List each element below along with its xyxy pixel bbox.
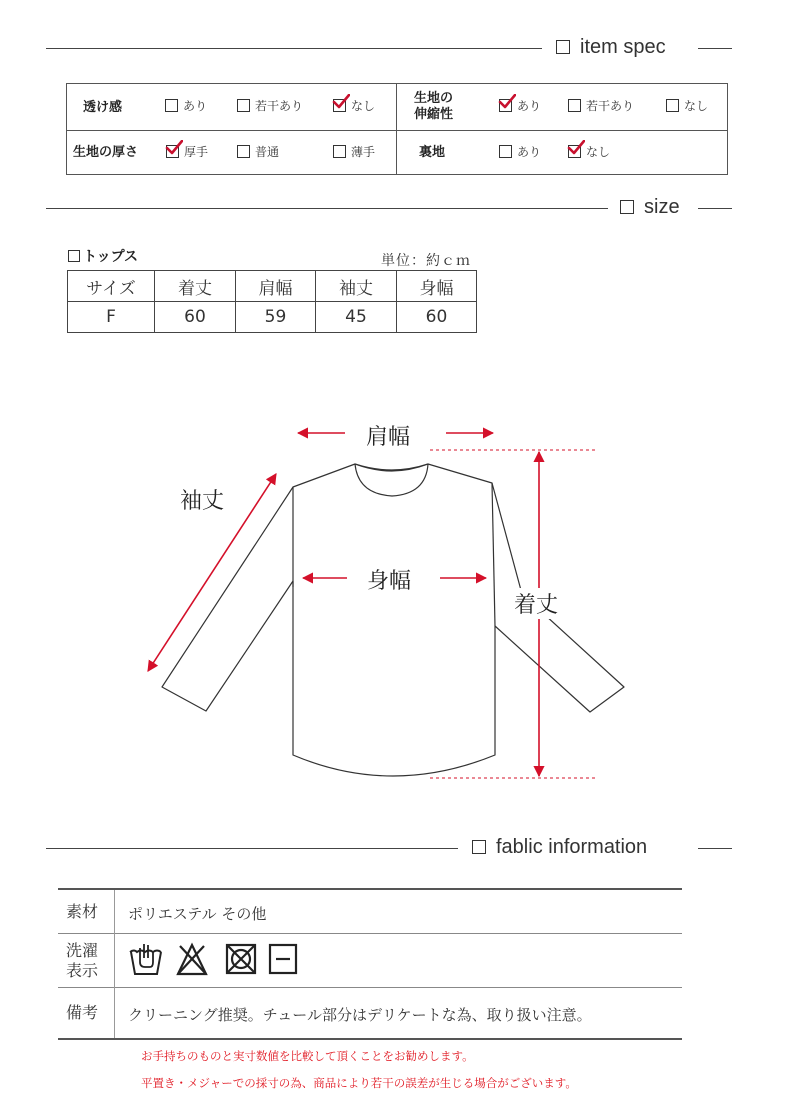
- square-icon: [68, 250, 80, 262]
- spec-option: なし: [333, 99, 375, 113]
- size-divider-left: [46, 208, 608, 209]
- square-icon: [472, 840, 486, 854]
- spec-option: 若干あり: [568, 99, 634, 113]
- note-line: お手持ちのものと実寸数値を比較して頂くことをお勧めします。: [141, 1049, 474, 1063]
- wash-icons: [128, 940, 298, 978]
- checked-checkbox-icon: [333, 99, 346, 112]
- checkbox-icon: [568, 99, 581, 112]
- size-title: size: [620, 196, 680, 219]
- spec-option: なし: [666, 99, 708, 113]
- table-cell: 59: [236, 302, 316, 333]
- header-cell: 肩幅: [236, 271, 316, 302]
- spec-option: 厚手: [166, 145, 208, 159]
- spec-option: 薄手: [333, 145, 375, 159]
- no-tumble-dry-icon: [227, 945, 255, 973]
- checkbox-icon: [237, 145, 250, 158]
- checkbox-icon: [333, 145, 346, 158]
- header-cell: 着丈: [155, 271, 236, 302]
- no-bleach-icon: [178, 945, 206, 974]
- spec-label-stretch: 生地の 伸縮性: [414, 91, 454, 122]
- square-icon: [620, 200, 634, 214]
- item-spec-table: [66, 83, 728, 175]
- flat-dry-icon: [270, 945, 296, 973]
- fabric-table-top: [58, 888, 682, 890]
- spec-option: あり: [499, 99, 541, 113]
- spec-option: 普通: [237, 145, 279, 159]
- table-cell: 60: [397, 302, 477, 333]
- note-line: 平置き・メジャーでの採寸の為、商品により若干の誤差が生じる場合がございます。: [141, 1076, 577, 1090]
- column-divider: [396, 84, 397, 174]
- garment-diagram: [0, 400, 800, 800]
- fabric-divider-left: [46, 848, 458, 849]
- table-header-row: [68, 271, 477, 302]
- checked-checkbox-icon: [568, 145, 581, 158]
- checkbox-icon: [237, 99, 250, 112]
- table-cell: 45: [316, 302, 397, 333]
- header-cell: 袖丈: [316, 271, 397, 302]
- spec-label-lining: 裏地: [419, 145, 446, 160]
- remarks-label: 備考: [66, 1003, 99, 1022]
- remarks-value: クリーニング推奨。チュール部分はデリケートな為、取り扱い注意。: [128, 1006, 592, 1024]
- table-row: [68, 302, 477, 333]
- material-value: ポリエステル その他: [128, 905, 267, 923]
- square-icon: [556, 40, 570, 54]
- sleeve-label: 袖丈: [180, 489, 225, 514]
- spec-option: あり: [499, 145, 541, 159]
- shirt-outline: [162, 464, 624, 776]
- fabric-table-bottom: [58, 1038, 682, 1040]
- fabric-divider-right: [698, 848, 732, 849]
- fabric-row-divider: [58, 933, 682, 934]
- size-caption: トップス: [68, 246, 138, 266]
- size-table: [67, 270, 477, 333]
- spec-label-transparency: 透け感: [83, 100, 123, 115]
- table-cell: 60: [155, 302, 236, 333]
- length-label: 着丈: [512, 588, 560, 619]
- table-cell: F: [68, 302, 155, 333]
- spec-option: なし: [568, 145, 610, 159]
- spec-label-thickness: 生地の厚さ: [73, 145, 139, 160]
- size-divider-right: [698, 208, 732, 209]
- body-width-label: 身幅: [367, 569, 412, 594]
- checkbox-icon: [165, 99, 178, 112]
- spec-option: 若干あり: [237, 99, 303, 113]
- wash-label: 洗濯 表示: [66, 941, 99, 980]
- fabric-column-divider: [114, 890, 115, 1038]
- checkbox-icon: [666, 99, 679, 112]
- header-cell: サイズ: [68, 271, 155, 302]
- size-unit: 単位：約ｃｍ: [381, 253, 471, 269]
- item-spec-divider-right: [698, 48, 732, 49]
- material-label: 素材: [66, 902, 99, 921]
- item-spec-divider-left: [46, 48, 542, 49]
- checked-checkbox-icon: [166, 145, 179, 158]
- header-cell: 身幅: [397, 271, 477, 302]
- item-spec-title: item spec: [556, 36, 666, 59]
- fabric-title: fablic information: [472, 836, 647, 859]
- shoulder-label: 肩幅: [366, 420, 410, 451]
- fabric-row-divider: [58, 987, 682, 988]
- checkbox-icon: [499, 145, 512, 158]
- hand-wash-icon: [130, 944, 161, 974]
- checked-checkbox-icon: [499, 99, 512, 112]
- spec-option: あり: [165, 99, 207, 113]
- row-divider: [67, 130, 727, 131]
